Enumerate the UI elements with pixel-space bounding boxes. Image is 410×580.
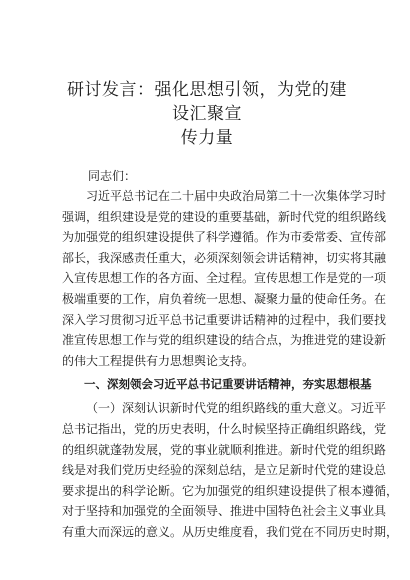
title-line: 研讨发言：强化思想引领，为党的建设汇聚宣 [67, 80, 347, 124]
text-line: 强调，组织建设是党的建设的重要基础，新时代党的组织路线 [62, 209, 387, 224]
text-line: 的伟大工程提供有力思想舆论支持。 [62, 353, 255, 368]
text-line: 极端重要的工作，肩负着统一思想、凝聚力量的使命任务。在 [62, 291, 387, 306]
document-body [62, 186, 399, 543]
text-line: 有重大而深远的意义。从历史维度看，我们党在不同历史时期， [62, 524, 399, 539]
text-line: （一）深刻认识新时代党的组织路线的重大意义。习近平 [86, 401, 387, 416]
section-heading: 一、深刻领会习近平总书记重要讲话精神，夯实思想根基 [84, 377, 372, 392]
text-line: 习近平总书记在二十届中央政治局第二十一次集体学习时 [86, 189, 387, 203]
text-line: 准宣传思想工作与党的组织建设的结合点，为推进党的建设新 [62, 333, 387, 348]
text-line: 对于坚持和加强党的全面领导、推进中国特色社会主义事业具 [62, 504, 387, 519]
text-line: 的组织就蓬勃发展，党的事业就顺利推进。新时代党的组织路 [62, 442, 387, 457]
text-line: 总书记指出，党的历史表明，什么时候坚持正确组织路线，党 [62, 421, 387, 436]
paragraph-intro [62, 186, 387, 371]
paragraph-section1 [62, 398, 399, 542]
text-line: 要求提出的科学论断。它为加强党的组织建设提供了根本遵循， [62, 483, 399, 498]
text-line: 线是对我们党历史经验的深刻总结，是立足新时代党的建设总 [62, 463, 387, 478]
title-line: 传力量 [180, 128, 234, 148]
document-title [62, 78, 352, 150]
salutation: 同志们： [88, 169, 137, 183]
text-line: 部长，我深感责任重大，必须深刻领会讲话精神，切实将其融 [62, 250, 387, 265]
text-line: 入宣传思想工作的各方面、全过程。宣传思想工作是党的一项 [62, 271, 387, 286]
text-line: 为加强党的组织建设提供了科学遵循。作为市委常委、宣传部 [62, 230, 387, 245]
text-line: 深入学习贯彻习近平总书记重要讲话精神的过程中，我们要找 [62, 312, 387, 327]
